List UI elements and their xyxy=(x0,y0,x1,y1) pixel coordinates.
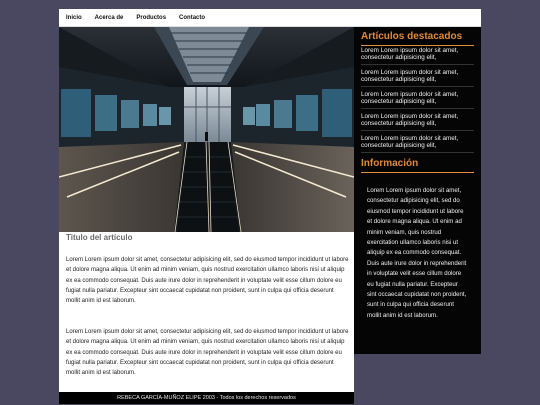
article-section xyxy=(59,232,354,392)
item-divider xyxy=(361,64,474,65)
item-divider xyxy=(361,130,474,131)
info-heading: Información xyxy=(361,158,419,169)
heading-rule xyxy=(361,45,474,46)
footer xyxy=(59,392,354,404)
article-paragraph: Lorem Lorem ipsum dolor sit amet, consectetur adipisicing elit, sed do eiusmod tempor incididunt ut labore et dolore magna aliqua. Ut enim ad minim veniam, quis nostrud exercitation ullamco laboris nisi ut aliquip ex ea commodo consequat. Duis aute irure dolor in reprehenderit in voluptate velit esse cillum dolore eu fugiat nulla pariatur. Excepteur sint occaecat cupidatat non proident, sunt in culpa qui officia deserunt mollit anim id est laborum. xyxy=(66,257,349,305)
featured-item[interactable]: Lorem Lorem ipsum dolor sit amet, consectetur adipisicing elit, xyxy=(361,47,459,62)
footer-copyright: REBECA GARCÍA-MUÑOZ ELIPE 2003 - Todos los derechos reservados xyxy=(117,395,296,401)
heading-rule xyxy=(361,172,474,173)
item-divider xyxy=(361,86,474,87)
top-navigation xyxy=(59,9,481,27)
nav-link-acerca-de[interactable]: Acerca de xyxy=(94,14,124,21)
nav-link-productos[interactable]: Productos xyxy=(136,14,167,21)
nav-link-contacto[interactable]: Contacto xyxy=(179,14,206,21)
featured-item[interactable]: Lorem Lorem ipsum dolor sit amet, consectetur adipisicing elit, xyxy=(361,91,459,106)
escalator-station-photo xyxy=(59,27,354,232)
article-title: Titulo del artículo xyxy=(66,233,133,242)
featured-item[interactable]: Lorem Lorem ipsum dolor sit amet, consectetur adipisicing elit, xyxy=(361,69,459,84)
hero-image xyxy=(59,27,354,232)
sidebar xyxy=(354,27,481,354)
featured-item[interactable]: Lorem Lorem ipsum dolor sit amet, consectetur adipisicing elit, xyxy=(361,135,459,150)
info-text: Lorem Lorem ipsum dolor sit amet, consectetur adipisicing elit, sed do eiusmod tempor incididunt ut labore et dolore magna aliqua. Ut enim ad minim veniam, quis nostrud exercitation ullamco laboris nisi ut aliquip ex ea commodo consequat. Duis aute irure dolor in reprehenderit in voluptate velit esse cillum dolore eu fugiat nulla pariatur. Excepteur sint occaecat cupidatat non proident, sunt in culpa qui officia deserunt mollit anim id est laborum. xyxy=(367,187,467,319)
page-container xyxy=(59,9,481,404)
item-divider xyxy=(361,152,474,153)
featured-heading: Artículos destacados xyxy=(361,31,463,42)
item-divider xyxy=(361,108,474,109)
article-paragraph: Lorem Lorem ipsum dolor sit amet, consectetur adipisicing elit, sed do eiusmod tempor incididunt ut labore et dolore magna aliqua. Ut enim ad minim veniam, quis nostrud exercitation ullamco laboris nisi ut aliquip ex ea commodo consequat. Duis aute irure dolor in reprehenderit in voluptate velit esse cillum dolore eu fugiat nulla pariatur. Excepteur sint occaecat cupidatat non proident, sunt in culpa qui officia deserunt mollit anim id est laborum. xyxy=(66,329,349,377)
featured-item[interactable]: Lorem Lorem ipsum dolor sit amet, consectetur adipisicing elit, xyxy=(361,113,459,128)
nav-link-inicio[interactable]: Inicio xyxy=(66,14,82,21)
